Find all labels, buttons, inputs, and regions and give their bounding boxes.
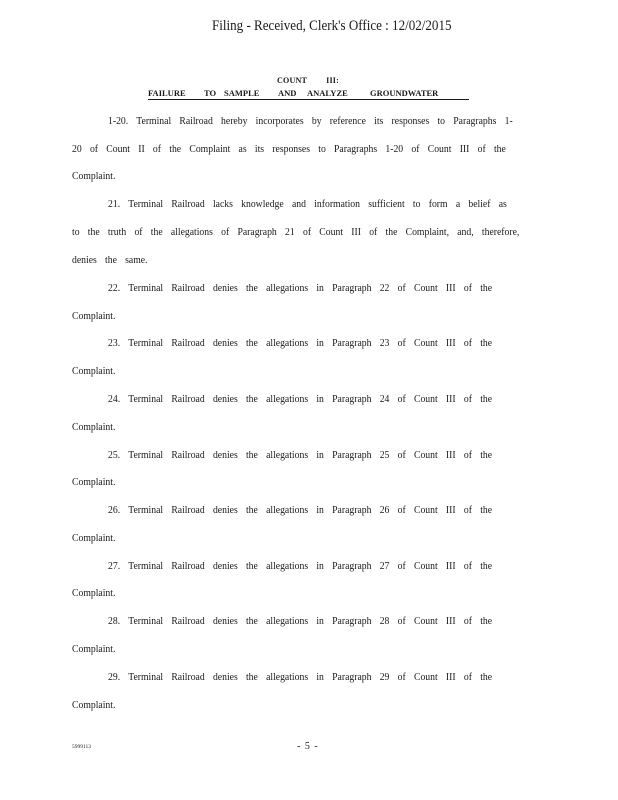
document-code: 5999113	[72, 744, 92, 750]
paragraph-line: Complaint.	[72, 700, 116, 711]
paragraph-line: Complaint.	[72, 366, 116, 377]
paragraph-line: denies the same.	[72, 255, 148, 266]
count-title	[277, 75, 339, 85]
paragraph-line: 27. Terminal Railroad denies the allegations in Paragraph 27 of Count III of the	[108, 561, 493, 572]
paragraph-line: 22. Terminal Railroad denies the allegations in Paragraph 22 of Count III of the	[108, 283, 493, 294]
subtitle-word: SAMPLE	[224, 88, 260, 98]
paragraph-line: Complaint.	[72, 171, 116, 182]
count-subtitle	[148, 88, 469, 100]
page-number: - 5 -	[297, 741, 319, 752]
paragraph-line: 24. Terminal Railroad denies the allegations in Paragraph 24 of Count III of the	[108, 394, 493, 405]
paragraph-line: Complaint.	[72, 533, 116, 544]
paragraph-line: Complaint.	[72, 477, 116, 488]
paragraph-line: 26. Terminal Railroad denies the allegations in Paragraph 26 of Count III of the	[108, 505, 493, 516]
paragraph-line: Complaint.	[72, 311, 116, 322]
paragraph-line: 28. Terminal Railroad denies the allegations in Paragraph 28 of Count III of the	[108, 616, 493, 627]
subtitle-word: ANALYZE	[307, 88, 348, 98]
filing-stamp-header: Filing - Received, Clerk's Office : 12/02/2015	[212, 18, 452, 34]
paragraph-line: 29. Terminal Railroad denies the allegations in Paragraph 29 of Count III of the	[108, 672, 493, 683]
paragraph-line: 1-20. Terminal Railroad hereby incorporates by reference its responses to Paragraphs 1-	[108, 116, 513, 127]
paragraph-line: Complaint.	[72, 588, 116, 599]
count-number: III:	[326, 75, 340, 85]
paragraph-line: Complaint.	[72, 644, 116, 655]
subtitle-word: GROUNDWATER	[370, 88, 439, 98]
paragraph-line: to the truth of the allegations of Paragraph 21 of Count III of the Complaint, and, therefore,	[72, 227, 520, 238]
subtitle-word: TO	[204, 88, 217, 98]
paragraph-line: 20 of Count II of the Complaint as its responses to Paragraphs 1-20 of Count III of the	[72, 144, 506, 155]
count-label: COUNT	[277, 75, 308, 85]
paragraph-line: 23. Terminal Railroad denies the allegations in Paragraph 23 of Count III of the	[108, 338, 493, 349]
paragraph-line: 21. Terminal Railroad lacks knowledge and information sufficient to form a belief as	[108, 199, 507, 210]
subtitle-word: FAILURE	[148, 88, 186, 98]
paragraph-line: 25. Terminal Railroad denies the allegations in Paragraph 25 of Count III of the	[108, 450, 493, 461]
subtitle-word: AND	[278, 88, 297, 98]
paragraph-line: Complaint.	[72, 422, 116, 433]
